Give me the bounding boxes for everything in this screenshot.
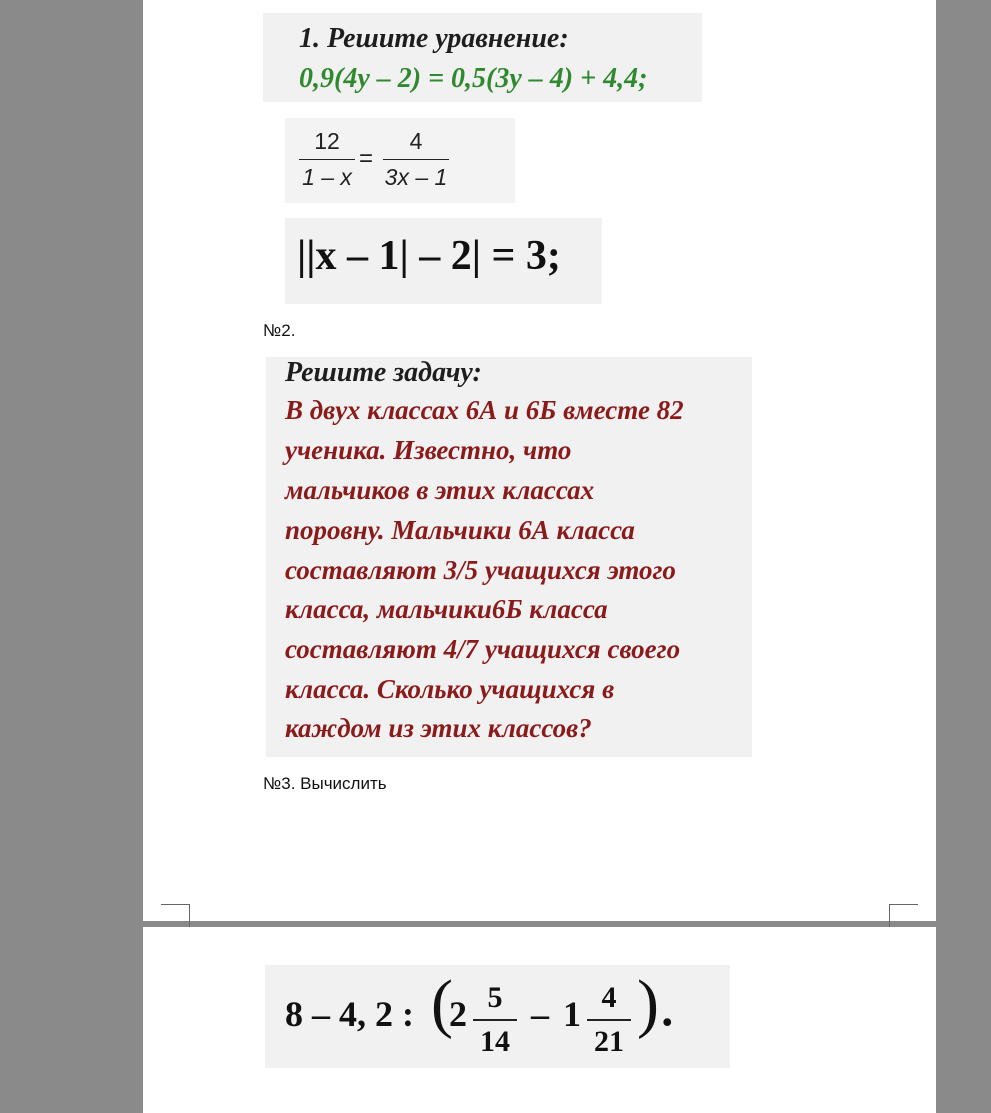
- task2-line: составляют 4/7 учащихся своего: [285, 634, 681, 664]
- equation-image-3: [285, 218, 602, 304]
- fraction-right-denominator: 3x – 1: [384, 164, 448, 190]
- close-paren: ).: [637, 967, 676, 1040]
- open-paren: (: [431, 967, 453, 1040]
- expression-prefix: 8 – 4, 2 :: [285, 994, 414, 1034]
- equation-absolute-value: ||x – 1| – 2| = 3;: [297, 233, 561, 279]
- fraction-1-denominator: 14: [480, 1025, 510, 1058]
- document-page-1: [143, 0, 936, 921]
- fraction-left-denominator: 1 – x: [302, 164, 352, 190]
- task1-heading: 1. Решите уравнение:: [299, 23, 569, 54]
- fraction-2-numerator: 4: [587, 981, 631, 1021]
- task2-line: составляют 3/5 учащихся этого: [285, 555, 676, 585]
- fraction-left-numerator: 12: [299, 128, 355, 160]
- mixed-number-2-whole: 1: [563, 994, 581, 1034]
- equation-linear: 0,9(4y – 2) = 0,5(3y – 4) + 4,4;: [299, 63, 648, 94]
- task2-heading: Решите задачу:: [285, 357, 482, 388]
- fraction-right-numerator: 4: [383, 128, 449, 160]
- fraction-1-numerator: 5: [473, 981, 517, 1021]
- task2-line: В двух классах 6А и 6Б вместе 82: [285, 395, 684, 425]
- minus-sign: –: [531, 994, 549, 1034]
- task2-label: №2.: [263, 321, 296, 340]
- task2-line: класса. Сколько учащихся в: [285, 674, 615, 704]
- task2-line: класса, мальчики6Б класса: [285, 594, 608, 624]
- equation-image-1: [263, 13, 702, 102]
- task2-line: поровну. Мальчики 6А класса: [285, 515, 635, 545]
- task2-image: [266, 357, 752, 757]
- expression-image: [265, 965, 730, 1068]
- equals-sign: =: [359, 145, 374, 172]
- task2-line: каждом из этих классов?: [285, 713, 592, 743]
- mixed-number-1-whole: 2: [449, 994, 467, 1034]
- equation-image-2: [285, 118, 515, 203]
- fraction-left: [299, 128, 355, 191]
- mixed-number-2-fraction: [587, 981, 631, 1059]
- document-page-2: [143, 927, 936, 1113]
- task2-line: мальчиков в этих классах: [285, 475, 595, 505]
- task3-label: №3. Вычислить: [263, 774, 387, 793]
- fraction-right: [383, 128, 449, 191]
- task2-line: ученика. Известно, что: [285, 435, 572, 465]
- mixed-number-1-fraction: [473, 981, 517, 1059]
- fraction-2-denominator: 21: [594, 1025, 624, 1058]
